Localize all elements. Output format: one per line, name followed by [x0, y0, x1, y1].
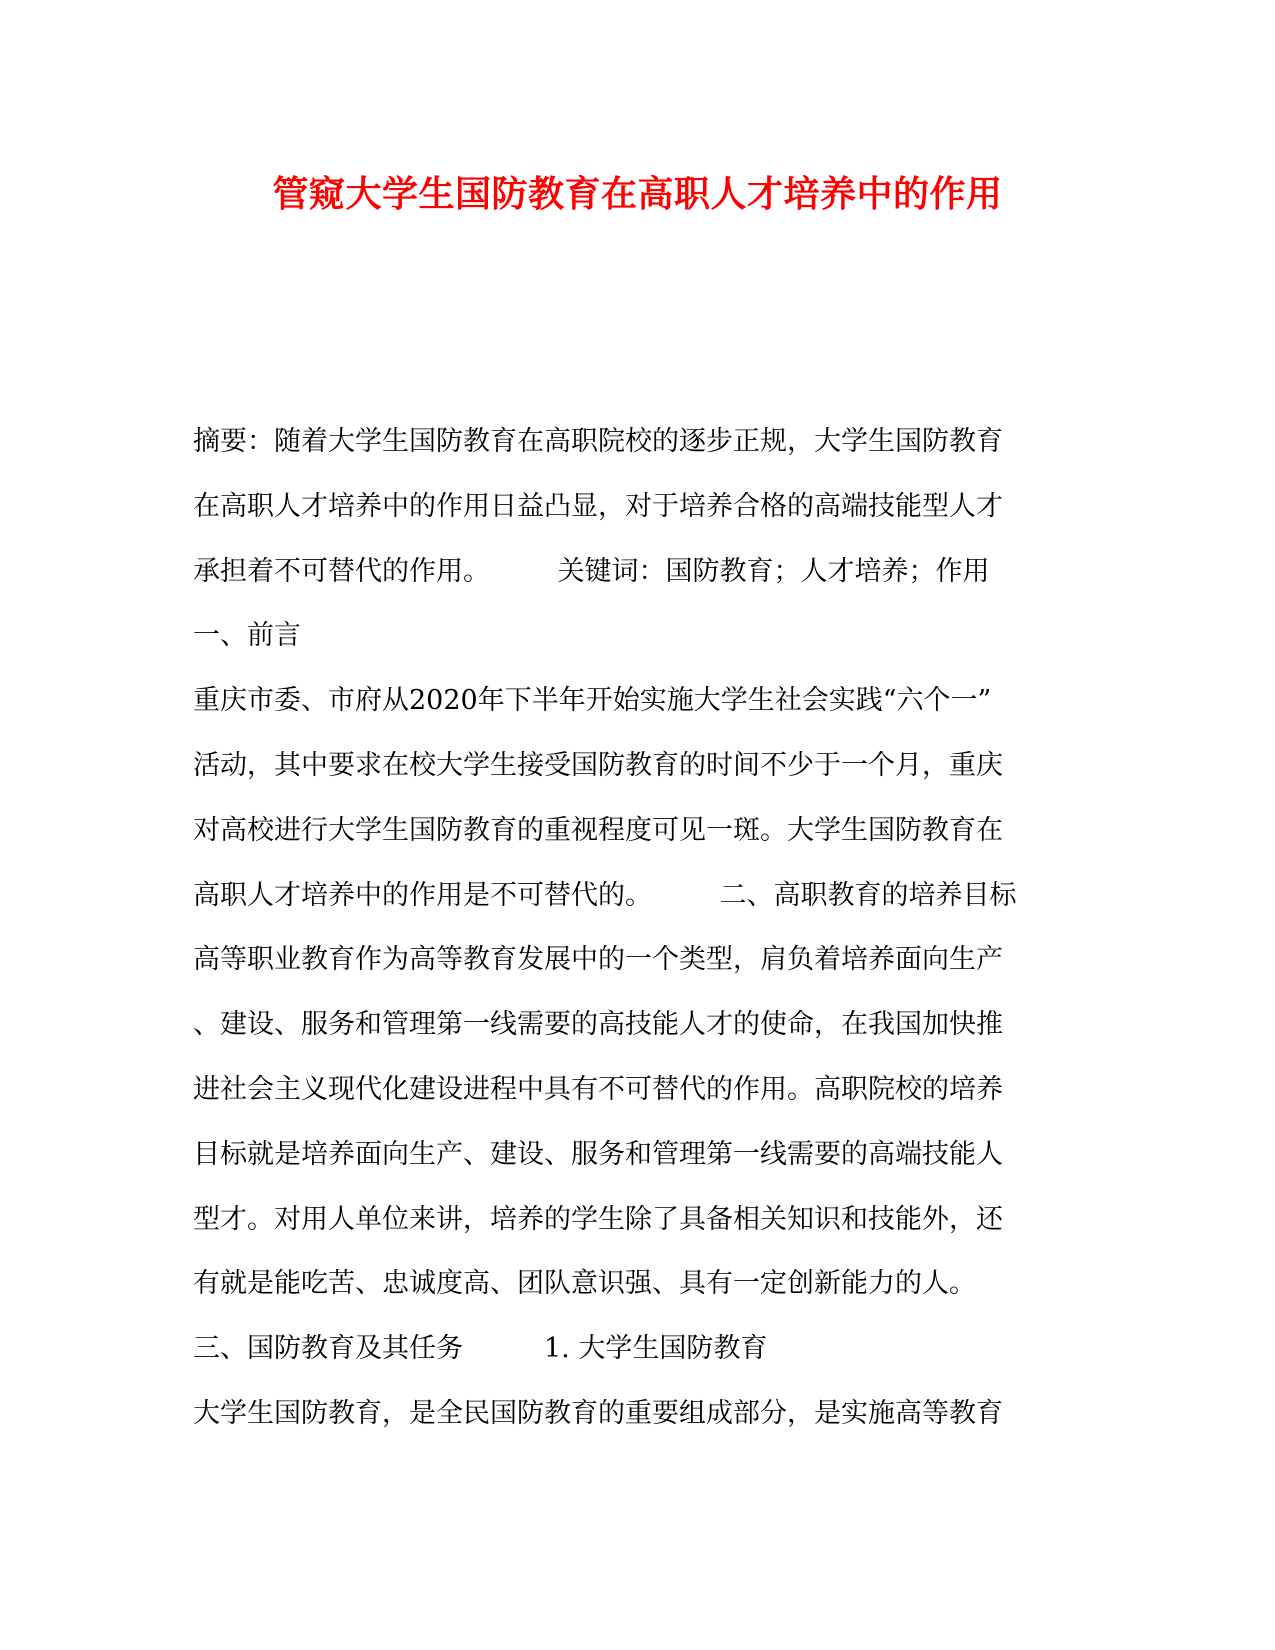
paragraph-line: 、建设、服务和管理第一线需要的高技能人才的使命，在我国加快推 — [193, 1009, 1003, 1041]
paragraph-line: 大学生国防教育，是全民国防教育的重要组成部分，是实施高等教育 — [193, 1397, 1003, 1429]
paragraph-line: 目标就是培养面向生产、建设、服务和管理第一线需要的高端技能人 — [193, 1138, 1003, 1170]
paragraph-line: 活动，其中要求在校大学生接受国防教育的时间不少于一个月，重庆 — [193, 749, 1003, 781]
paragraph-line: 进社会主义现代化建设进程中具有不可替代的作用。高职院校的培养 — [193, 1073, 1003, 1105]
section-heading: 三、国防教育及其任务 1. 大学生国防教育 — [193, 1333, 768, 1365]
paragraph-line: 在高职人才培养中的作用日益凸显，对于培养合格的高端技能型人才 — [193, 490, 1003, 522]
paragraph-line: 高等职业教育作为高等教育发展中的一个类型，肩负着培养面向生产 — [193, 944, 1003, 976]
paragraph-line: 有就是能吃苦、忠诚度高、团队意识强、具有一定创新能力的人。 — [193, 1268, 976, 1300]
paragraph-line: 对高校进行大学生国防教育的重视程度可见一斑。大学生国防教育在 — [193, 814, 1003, 846]
document-title: 管窥大学生国防教育在高职人才培养中的作用 — [272, 173, 1003, 215]
paragraph-line: 重庆市委、市府从2020年下半年开始实施大学生社会实践“六个一” — [193, 685, 992, 717]
paragraph-line: 型才。对用人单位来讲，培养的学生除了具备相关知识和技能外，还 — [193, 1203, 1003, 1235]
paragraph-line: 承担着不可替代的作用。 关键词：国防教育；人才培养；作用 — [193, 555, 990, 587]
document-body — [193, 410, 1073, 1447]
section-heading: 一、前言 — [193, 620, 301, 652]
paragraph-line: 高职人才培养中的作用是不可替代的。 二、高职教育的培养目标 — [193, 879, 1017, 911]
paragraph-line: 摘要：随着大学生国防教育在高职院校的逐步正规，大学生国防教育 — [193, 426, 1003, 457]
